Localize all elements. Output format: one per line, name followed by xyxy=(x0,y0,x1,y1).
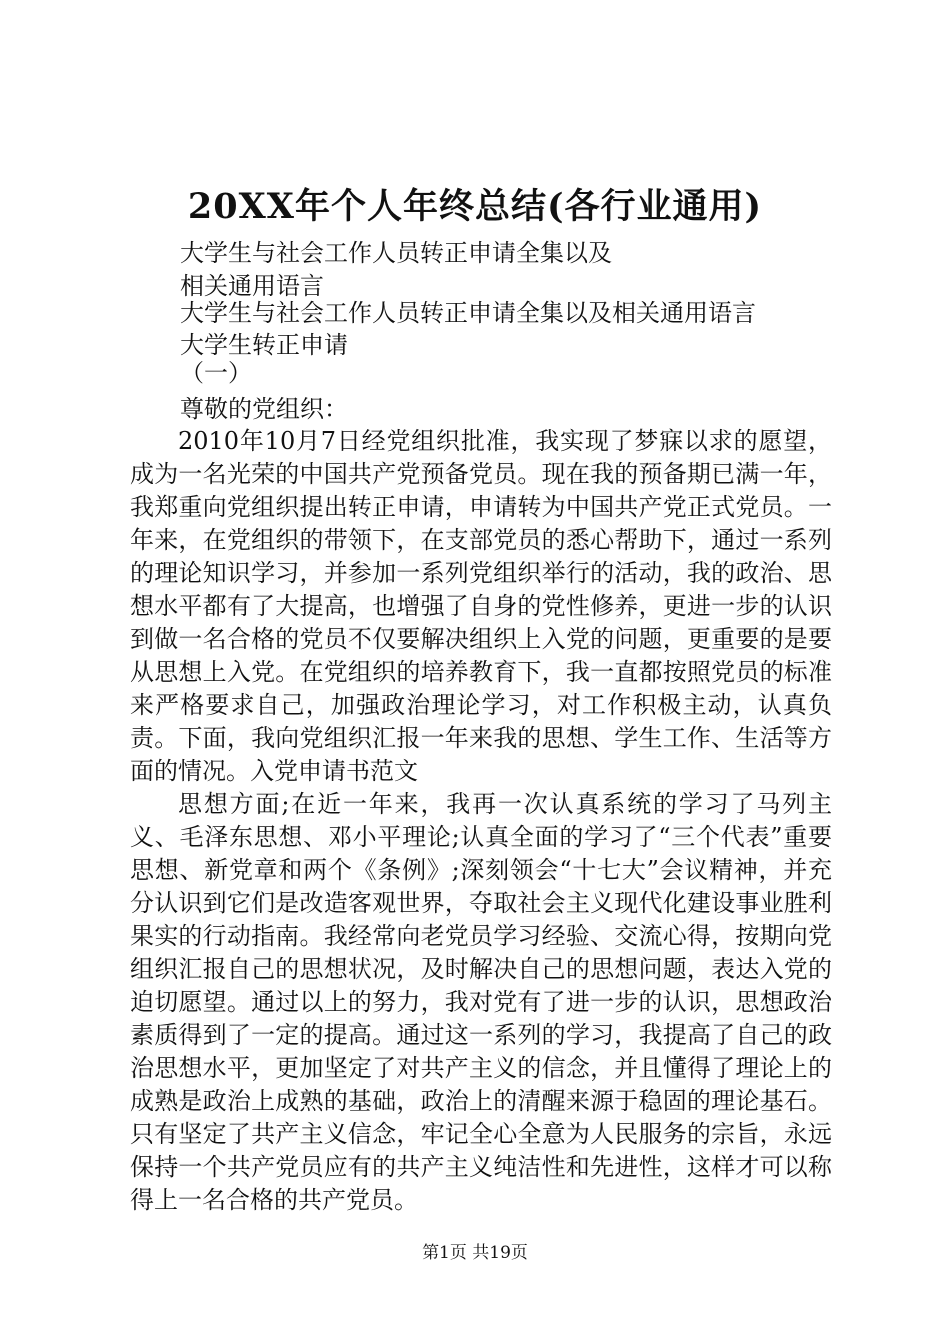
document-body xyxy=(130,425,832,1217)
intro-line-1: 大学生与社会工作人员转正申请全集以及 xyxy=(180,239,612,267)
page-footer: 第1页 共19页 xyxy=(422,1243,528,1263)
salutation: 尊敬的党组织： xyxy=(180,395,348,423)
intro-line-5: （一） xyxy=(180,359,252,387)
document-title: 20XX年个人年终总结(各行业通用) xyxy=(187,186,763,227)
intro-line-3: 大学生与社会工作人员转正申请全集以及相关通用语言 xyxy=(180,299,756,327)
paragraph-1: 2010年10月7日经党组织批准，我实现了梦寐以求的愿望，成为一名光荣的中国共产党预备党员。现在我的预备期已满一年，我郑重向党组织提出转正申请，申请转为中国共产党正式党员。一年来，在党组织的带领下，在支部党员的悉心帮助下，通过一系列的理论知识学习，并参加一系列党组织举行的活动，我的政治、思想水平都有了大提高，也增强了自身的党性修养，更进一步的认识到做一名合格的党员不仅要解决组织上入党的问题，更重要的是要从思想上入党。在党组织的培养教育下，我一直都按照党员的标准来严格要求自己，加强政治理论学习，对工作积极主动，认真负责。下面，我向党组织汇报一年来我的思想、学生工作、生活等方面的情况。入党申请书范文 xyxy=(130,427,832,785)
intro-line-2: 相关通用语言 xyxy=(180,272,324,300)
intro-line-4: 大学生转正申请 xyxy=(180,331,348,359)
paragraph-2: 思想方面;在近一年来，我再一次认真系统的学习了马列主义、毛泽东思想、邓小平理论;认真全面的学习了“三个代表”重要思想、新党章和两个《条例》;深刻领会“十七大”会议精神，并充分认识到它们是改造客观世界，夺取社会主义现代化建设事业胜利果实的行动指南。我经常向老党员学习经验、交流心得，按期向党组织汇报自己的思想状况，及时解决自己的思想问题，表达入党的迫切愿望。通过以上的努力，我对党有了进一步的认识，思想政治素质得到了一定的提高。通过这一系列的学习，我提高了自己的政治思想水平，更加坚定了对共产主义的信念，并且懂得了理论上的成熟是政治上成熟的基础，政治上的清醒来源于稳固的理论基石。只有坚定了共产主义信念，牢记全心全意为人民服务的宗旨，永远保持一个共产党员应有的共产主义纯洁性和先进性，这样才可以称得上一名合格的共产党员。 xyxy=(130,790,832,1214)
